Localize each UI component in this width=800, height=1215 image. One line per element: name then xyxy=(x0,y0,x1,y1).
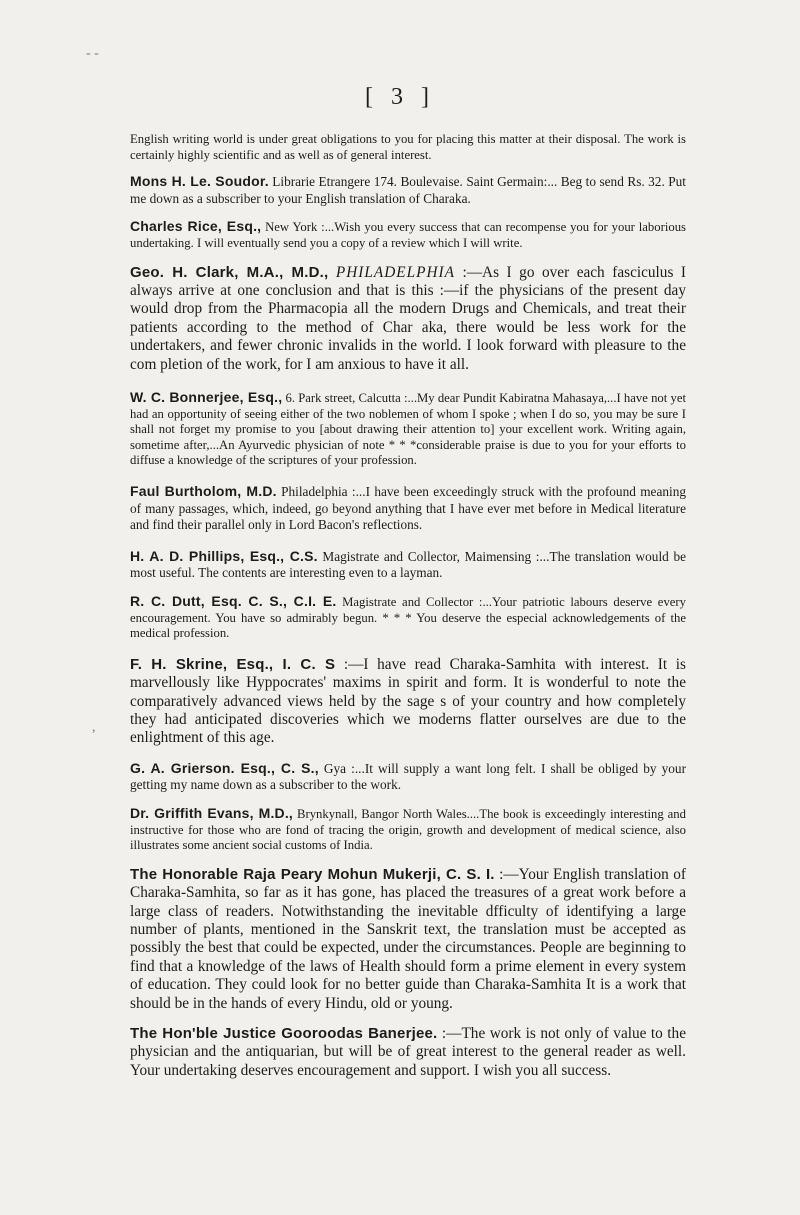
testimonial-name: R. C. Dutt, Esq. C. S., C.I. E. xyxy=(130,592,337,609)
page-body xyxy=(130,132,686,1092)
testimonial-name: Geo. H. Clark, M.A., M.D., xyxy=(130,263,329,281)
testimonial-entry xyxy=(130,656,686,748)
testimonial-text: :—As I go over each fasciculus I always arrive at one conclusion and that is this :—if the physicians of the present day would drop from the Pharmacopia all the modern Drugs and Chemicals, and treat their patients according to the method of Char aka, there would be less work for the undertakers, and fewer chronic invalids in the world. I look forward with pleasure to the com pletion of the work, for I am anxious to have it all. xyxy=(130,263,687,373)
testimonial-entry xyxy=(130,390,686,469)
testimonial-entry xyxy=(130,219,686,251)
testimonial-text: :—Your English translation of Charaka-Samhita, so far as it has gone, has placed the treasures of a great work before a large class of readers. Notwithstanding the inevitable dfficulty of identifying a large number of plants, mentioned in the Sanskrit text, the translation must be accepted as possibly the best that could be expected, under the circumstances. People are beginning to find that a knowledge of the laws of Health should form a prime element in every system of education. They could look for no better guide than Charaka-Samhita It is a work that should be in the hands of every Hindu, old or young. xyxy=(130,865,686,1012)
page-number: [ 3 ] xyxy=(365,84,435,110)
testimonial-entry xyxy=(130,866,686,1013)
margin-mark: , xyxy=(92,720,96,735)
testimonial-name: Faul Burtholom, M.D. xyxy=(130,482,277,499)
testimonial-text: Librarie Etrangere 174. Boulevaise. Saint Germain:... Beg to send Rs. 32. Put me down as a subscriber to your English translation of Charaka. xyxy=(130,174,686,206)
testimonial-text: :—I have read Charaka-Samhita with interest. It is marvellously like Hyppocrates' maxims in spirit and form. It is wonderful to note the comparatively advanced views held by the sage s of your country and how completely they had anticipated discoveries which we moderns flatter ourselves are due to the enlightment of this age. xyxy=(130,655,686,747)
testimonial-entry xyxy=(130,173,686,207)
margin-mark: ‐ ‐ xyxy=(86,46,99,61)
testimonial-text: New York :...Wish you every success that can recompense you for your laborious undertaking. I will eventually send you a copy of a review which I will write. xyxy=(130,220,686,250)
testimonial-name: Charles Rice, Esq., xyxy=(130,218,262,235)
testimonial-entry xyxy=(130,594,686,642)
testimonial-name: F. H. Skrine, Esq., I. C. S xyxy=(130,655,336,673)
testimonial-name: Dr. Griffith Evans, M.D., xyxy=(130,804,294,821)
testimonial-text: 6. Park street, Calcutta :...My dear Pundit Kabiratna Mahasaya,...I have not yet had an opportunity of seeing either of the two noblemen of whom I spoke ; when I do so, you may be sure I shall not forget my promise to you [about drawing their attention to] your excellent work. Writing again, sometime after,...An Ayurvedic physician of note * * *considerable praise is due to you for your efforts to diffuse a knowledge of the scriptures of your profession. xyxy=(130,391,686,468)
testimonial-name: W. C. Bonnerjee, Esq., xyxy=(130,389,283,405)
testimonial-text: :—The work is not only of value to the physician and the antiquarian, but will be of great interest to the general reader as well. Your undertaking deserves encouragement and support. I wish you all success. xyxy=(130,1024,686,1079)
testimonial-entry xyxy=(130,760,686,794)
testimonial-entry xyxy=(130,548,686,582)
testimonial-place: PHILADELPHIA xyxy=(335,263,455,281)
testimonial-text: Philadelphia :...I have been exceedingly struck with the profound meaning of many passages, which, indeed, go beyond anything that I have ever met before in Medical literature and find their parallel only in Lord Bacon's reflections. xyxy=(130,483,686,533)
testimonial-entry xyxy=(130,264,686,374)
testimonial-entry xyxy=(130,806,686,854)
intro-paragraph: English writing world is under great obligations to you for placing this matter at their disposal. The work is certainly highly scientific and as well as of general interest. xyxy=(130,132,686,162)
testimonial-name: The Hon'ble Justice Gooroodas Banerjee. xyxy=(130,1024,438,1042)
testimonial-name: The Honorable Raja Peary Mohun Mukerji, C. S. I. xyxy=(130,865,495,883)
testimonial-entry xyxy=(130,483,686,534)
testimonial-text: Magistrate and Collector, Maimensing :...The translation would be most useful. The contents are interesting even to a layman. xyxy=(130,548,686,581)
testimonial-text: Brynkynall, Bangor North Wales....The book is exceedingly interesting and instructive for those who are fond of tracing the origin, growth and development of medical science, also illustrates some ancient social customs of India. xyxy=(130,806,686,853)
testimonial-entry xyxy=(130,1025,686,1080)
testimonial-text: Gya :...It will supply a want long felt. I shall be obliged by your getting my name down as a subscriber to the work. xyxy=(130,760,686,793)
testimonial-name: G. A. Grierson. Esq., C. S., xyxy=(130,759,319,776)
testimonial-name: Mons H. Le. Soudor. xyxy=(130,173,269,190)
testimonial-text: Magistrate and Collector :...Your patriotic labours deserve every encouragement. You have so admirably begun. * * * You deserve the especial acknowledgements of the medical profession. xyxy=(130,594,686,641)
testimonial-name: H. A. D. Phillips, Esq., C.S. xyxy=(130,547,318,564)
